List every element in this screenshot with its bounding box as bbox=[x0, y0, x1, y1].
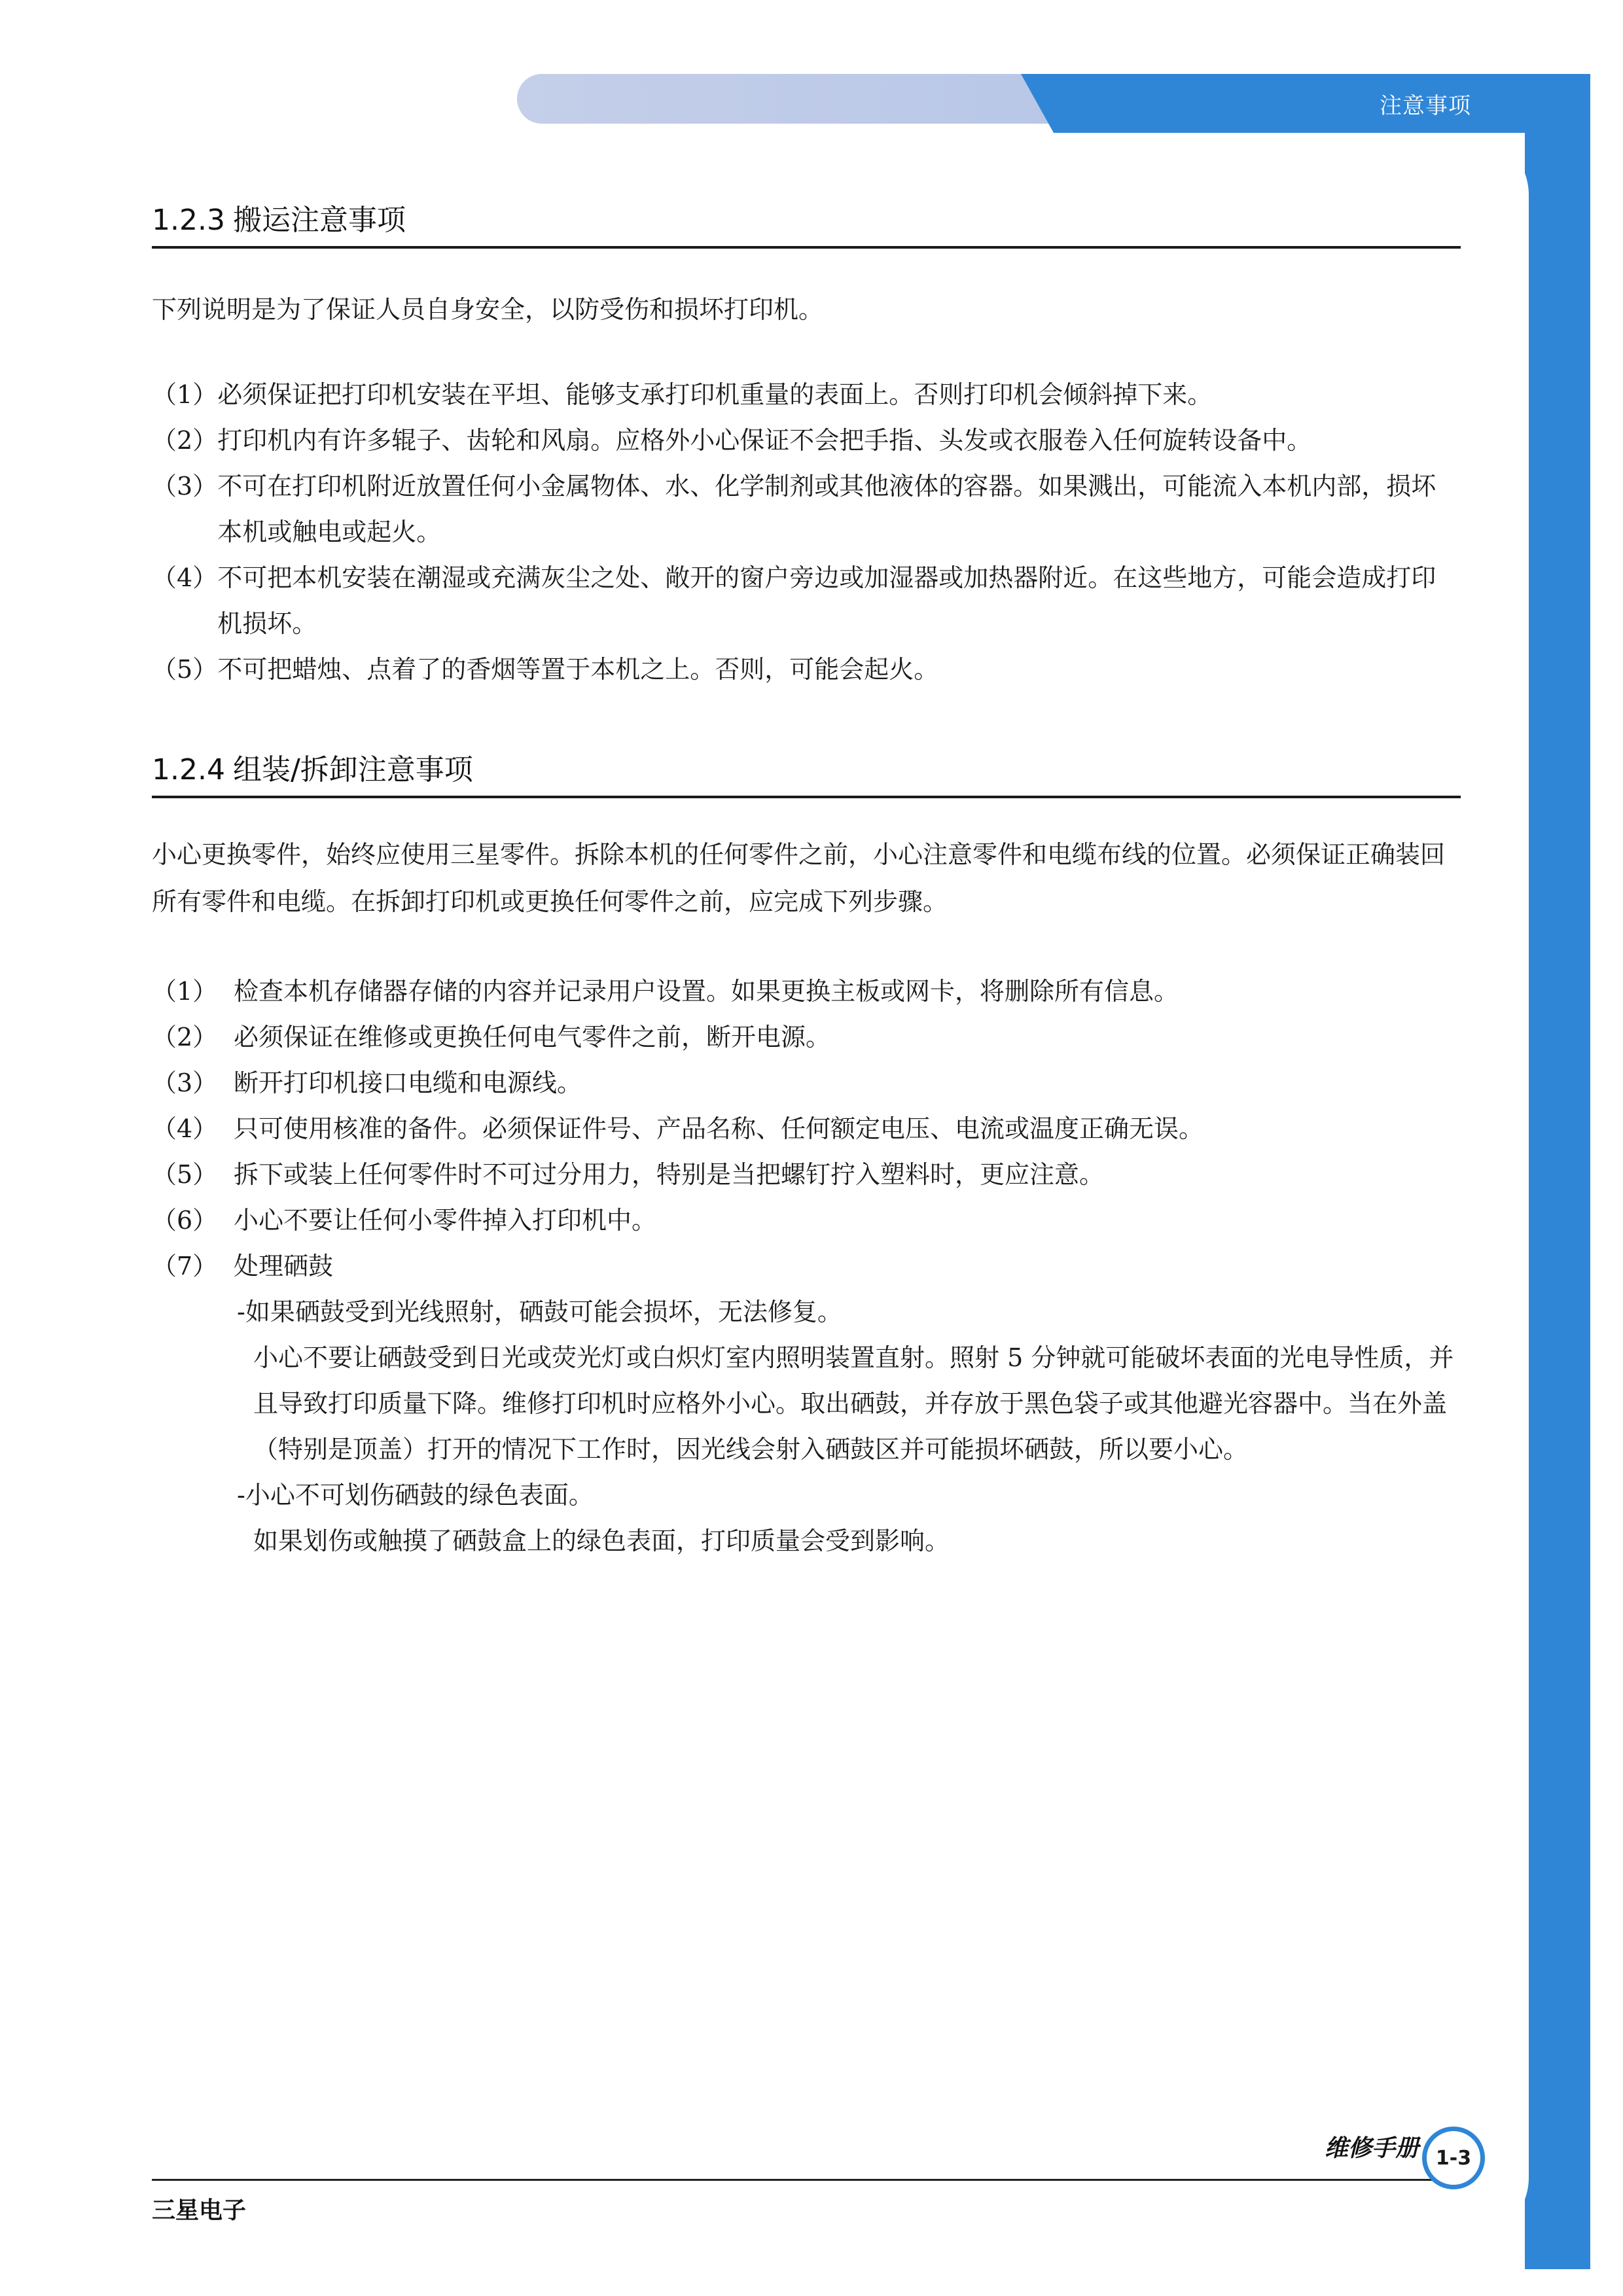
section-123-intro: 下列说明是为了保证人员自身安全，以防受伤和损坏打印机。 bbox=[152, 295, 824, 324]
drum-note: 如果划伤或触摸了硒鼓盒上的绿色表面，打印质量会受到影响。 bbox=[253, 1527, 950, 1555]
header-accent bbox=[1021, 74, 1590, 133]
footer-manual-title: 维修手册 bbox=[1324, 2135, 1419, 2162]
list-item: （2） 打印机内有许多辊子、齿轮和风扇。应格外小心保证不会把手指、头发或衣服卷入任何旋转设备中。 bbox=[152, 426, 1312, 455]
section-heading-123 bbox=[152, 196, 1461, 249]
header-label: 注意事项 bbox=[1380, 93, 1471, 119]
drum-note: 小心不要让硒鼓受到日光或荧光灯或白炽灯室内照明装置直射。照射 5 分钟就可能破坏表面的光电导性质，并且导致打印质量下降。维修打印机时应格外小心。取出硒鼓，并存放于黑色袋子或其他避光容器中。当在外盖（特别是顶盖）打开的情况下工作时，因光线会射入硒鼓区并可能损坏硒鼓，所以要小心。 bbox=[253, 1343, 1454, 1464]
list-item: （5） 不可把蜡烛、点着了的香烟等置于本机之上。否则，可能会起火。 bbox=[152, 655, 939, 684]
section-number: 1.2.4 bbox=[152, 753, 225, 786]
list-item: （5） 拆下或装上任何零件时不可过分用力，特别是当把螺钉拧入塑料时，更应注意。 bbox=[152, 1160, 1105, 1189]
section-title: 组装/拆卸注意事项 bbox=[232, 753, 473, 786]
list-item: （4） 只可使用核准的备件。必须保证件号、产品名称、任何额定电压、电流或温度正确无误。 bbox=[152, 1114, 1204, 1143]
list-item: （3） 不可在打印机附近放置任何小金属物体、水、化学制剂或其他液体的容器。如果溅出，可能流入本机内部，损坏本机或触电或起火。 bbox=[152, 472, 1436, 546]
section-number: 1.2.3 bbox=[152, 203, 225, 237]
drum-note: -小心不可划伤硒鼓的绿色表面。 bbox=[237, 1481, 594, 1510]
page-number-badge: 1-3 bbox=[1422, 2127, 1485, 2189]
section-124-list bbox=[152, 968, 1461, 1564]
list-item: （4） 不可把本机安装在潮湿或充满灰尘之处、敞开的窗户旁边或加湿器或加热器附近。在这些地方，可能会造成打印机损坏。 bbox=[152, 563, 1436, 638]
side-bar-curve bbox=[1457, 133, 1529, 2240]
footer-company: 三星电子 bbox=[152, 2197, 247, 2224]
list-item: （1） 必须保证把打印机安装在平坦、能够支承打印机重量的表面上。否则打印机会倾斜掉下来。 bbox=[152, 380, 1213, 409]
drum-note: -如果硒鼓受到光线照射，硒鼓可能会损坏，无法修复。 bbox=[237, 1298, 842, 1326]
list-item: （3） 断开打印机接口电缆和电源线。 bbox=[152, 1069, 582, 1097]
list-item: （7） 处理硒鼓 bbox=[152, 1252, 334, 1280]
section-heading-124 bbox=[152, 746, 1461, 798]
list-item: （2） 必须保证在维修或更换任何电气零件之前，断开电源。 bbox=[152, 1023, 831, 1051]
footer-divider bbox=[152, 2179, 1454, 2181]
section-123-list bbox=[152, 372, 1461, 692]
list-item: （6） 小心不要让任何小零件掉入打印机中。 bbox=[152, 1206, 657, 1235]
section-title: 搬运注意事项 bbox=[232, 203, 406, 237]
side-bar bbox=[1525, 74, 1590, 2269]
list-item: （1） 检查本机存储器存储的内容并记录用户设置。如果更换主板或网卡，将删除所有信息。 bbox=[152, 977, 1179, 1006]
section-124-intro: 小心更换零件，始终应使用三星零件。拆除本机的任何零件之前，小心注意零件和电缆布线的位置。必须保证正确装回所有零件和电缆。在拆卸打印机或更换任何零件之前，应完成下列步骤。 bbox=[152, 840, 1446, 916]
